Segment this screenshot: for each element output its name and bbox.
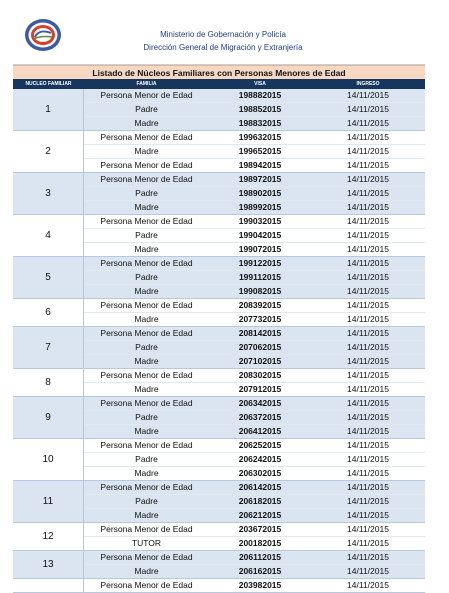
familia-cell: Persona Menor de Edad <box>100 398 193 408</box>
table-row <box>84 187 425 201</box>
ingreso-cell: 14/11/2015 <box>347 454 389 464</box>
visa-cell: 199652015 <box>238 146 282 156</box>
ingreso-cell: 14/11/2015 <box>347 580 389 590</box>
table-row <box>84 579 425 592</box>
table-row <box>84 103 425 117</box>
table-body <box>13 89 425 593</box>
nucleo-number: 12 <box>13 523 84 550</box>
ingreso-cell: 14/11/2015 <box>347 118 389 128</box>
visa-cell: 206162015 <box>238 566 282 576</box>
page-title: Listado de Núcleos Familiares con Personas Menores de Edad <box>13 65 425 80</box>
table-row <box>84 215 425 229</box>
table-row <box>84 145 425 159</box>
ingreso-cell: 14/11/2015 <box>347 300 389 310</box>
family-group <box>13 481 425 523</box>
visa-cell: 206212015 <box>238 510 282 520</box>
family-group <box>13 131 425 173</box>
ingreso-cell: 14/11/2015 <box>347 510 389 520</box>
table-row <box>84 509 425 522</box>
ingreso-cell: 14/11/2015 <box>347 496 389 506</box>
family-group <box>13 89 425 131</box>
ingreso-cell: 14/11/2015 <box>347 482 389 492</box>
nucleo-number: 11 <box>13 481 84 522</box>
ingreso-cell: 14/11/2015 <box>347 328 389 338</box>
ingreso-cell: 14/11/2015 <box>347 90 389 100</box>
family-group <box>13 439 425 481</box>
nucleo-number <box>13 579 84 592</box>
visa-cell: 198832015 <box>238 118 282 128</box>
table-row <box>84 523 425 537</box>
visa-cell: 198942015 <box>238 160 282 170</box>
familia-cell: Madre <box>134 356 159 366</box>
column-header-nucleo: NUCLEO FAMILIAR <box>25 81 72 87</box>
table-row <box>84 551 425 565</box>
table-row <box>84 481 425 495</box>
column-header-familia: FAMILIA <box>136 81 157 87</box>
ingreso-cell: 14/11/2015 <box>347 314 389 324</box>
familia-cell: Persona Menor de Edad <box>100 440 193 450</box>
family-group <box>13 327 425 369</box>
family-group <box>13 215 425 257</box>
table-row <box>84 397 425 411</box>
nucleo-number: 4 <box>13 215 84 256</box>
family-group <box>13 397 425 439</box>
familia-cell: Madre <box>134 286 159 296</box>
familia-cell: Padre <box>135 230 158 240</box>
table-row <box>84 229 425 243</box>
nucleo-number: 5 <box>13 257 84 298</box>
family-group <box>13 369 425 397</box>
table-row <box>84 467 425 480</box>
ingreso-cell: 14/11/2015 <box>347 370 389 380</box>
nucleo-number: 6 <box>13 299 84 326</box>
familia-cell: Madre <box>134 426 159 436</box>
table-row <box>84 411 425 425</box>
visa-cell: 198972015 <box>238 174 282 184</box>
familia-cell: Padre <box>135 454 158 464</box>
visa-cell: 199032015 <box>238 216 282 226</box>
ingreso-cell: 14/11/2015 <box>347 202 389 212</box>
ingreso-cell: 14/11/2015 <box>347 188 389 198</box>
familia-cell: Padre <box>135 272 158 282</box>
family-group <box>13 523 425 551</box>
visa-cell: 199122015 <box>238 258 282 268</box>
family-group <box>13 173 425 215</box>
directorate-name: Dirección General de Migración y Extranjería <box>143 43 303 52</box>
familia-cell: Persona Menor de Edad <box>100 174 193 184</box>
visa-cell: 207102015 <box>238 356 282 366</box>
table-header <box>13 79 425 89</box>
nucleo-number: 3 <box>13 173 84 214</box>
ingreso-cell: 14/11/2015 <box>347 356 389 366</box>
familia-cell: Persona Menor de Edad <box>100 160 193 170</box>
nucleo-number: 1 <box>13 89 84 130</box>
visa-cell: 206302015 <box>238 468 282 478</box>
table-row <box>84 327 425 341</box>
familia-cell: Persona Menor de Edad <box>100 580 193 590</box>
table-row <box>84 271 425 285</box>
table-row <box>84 383 425 396</box>
visa-cell: 198882015 <box>238 90 282 100</box>
nucleo-number: 7 <box>13 327 84 368</box>
ministry-name: Ministerio de Gobernación y Policía <box>160 30 286 39</box>
visa-cell: 198992015 <box>238 202 282 212</box>
familia-cell: Persona Menor de Edad <box>100 482 193 492</box>
family-group <box>13 257 425 299</box>
ingreso-cell: 14/11/2015 <box>347 244 389 254</box>
table-row <box>84 201 425 214</box>
table-row <box>84 89 425 103</box>
nucleo-number: 2 <box>13 131 84 172</box>
visa-cell: 199632015 <box>238 132 282 142</box>
table-row <box>84 257 425 271</box>
table-row <box>84 537 425 550</box>
familia-cell: Padre <box>135 104 158 114</box>
table-row <box>84 131 425 145</box>
familia-cell: Persona Menor de Edad <box>100 216 193 226</box>
familia-cell: Madre <box>134 510 159 520</box>
visa-cell: 206372015 <box>238 412 282 422</box>
familia-cell: TUTOR <box>131 538 162 548</box>
ingreso-cell: 14/11/2015 <box>347 146 389 156</box>
nucleo-number: 10 <box>13 439 84 480</box>
table-row <box>84 439 425 453</box>
visa-cell: 207912015 <box>238 384 282 394</box>
ingreso-cell: 14/11/2015 <box>347 174 389 184</box>
visa-cell: 199112015 <box>238 272 282 282</box>
familia-cell: Madre <box>134 244 159 254</box>
ingreso-cell: 14/11/2015 <box>347 230 389 240</box>
visa-cell: 206112015 <box>238 552 282 562</box>
visa-cell: 203982015 <box>238 580 282 590</box>
familia-cell: Padre <box>135 496 158 506</box>
familia-cell: Persona Menor de Edad <box>100 552 193 562</box>
familia-cell: Persona Menor de Edad <box>100 370 193 380</box>
visa-cell: 199072015 <box>238 244 282 254</box>
visa-cell: 208392015 <box>238 300 282 310</box>
table-row <box>84 313 425 326</box>
visa-cell: 208142015 <box>238 328 282 338</box>
ingreso-cell: 14/11/2015 <box>347 412 389 422</box>
familia-cell: Padre <box>135 188 158 198</box>
table-row <box>84 565 425 578</box>
visa-cell: 199042015 <box>238 230 282 240</box>
familia-cell: Madre <box>134 118 159 128</box>
familia-cell: Persona Menor de Edad <box>100 328 193 338</box>
table-row <box>84 369 425 383</box>
familia-cell: Persona Menor de Edad <box>100 300 193 310</box>
visa-cell: 206412015 <box>238 426 282 436</box>
visa-cell: 206182015 <box>238 496 282 506</box>
visa-cell: 200182015 <box>238 538 282 548</box>
familia-cell: Persona Menor de Edad <box>100 258 193 268</box>
familia-cell: Persona Menor de Edad <box>100 90 193 100</box>
visa-cell: 206252015 <box>238 440 282 450</box>
table-row <box>84 355 425 368</box>
nucleo-number: 8 <box>13 369 84 396</box>
visa-cell: 207732015 <box>238 314 282 324</box>
familia-cell: Madre <box>134 146 159 156</box>
table-row <box>84 299 425 313</box>
familia-cell: Madre <box>134 384 159 394</box>
document-sheet <box>13 8 425 590</box>
visa-cell: 198902015 <box>238 188 282 198</box>
ingreso-cell: 14/11/2015 <box>347 552 389 562</box>
column-header-ingreso: INGRESO <box>356 81 380 87</box>
familia-cell: Madre <box>134 566 159 576</box>
table-row <box>84 243 425 256</box>
nucleo-number: 9 <box>13 397 84 438</box>
table-row <box>84 425 425 438</box>
table-row <box>84 285 425 298</box>
family-group <box>13 579 425 593</box>
ingreso-cell: 14/11/2015 <box>347 132 389 142</box>
ingreso-cell: 14/11/2015 <box>347 384 389 394</box>
ingreso-cell: 14/11/2015 <box>347 524 389 534</box>
table-row <box>84 341 425 355</box>
table-row <box>84 173 425 187</box>
ingreso-cell: 14/11/2015 <box>347 538 389 548</box>
ingreso-cell: 14/11/2015 <box>347 566 389 576</box>
familia-cell: Madre <box>134 314 159 324</box>
visa-cell: 199082015 <box>238 286 282 296</box>
visa-cell: 206242015 <box>238 454 282 464</box>
ingreso-cell: 14/11/2015 <box>347 342 389 352</box>
familia-cell: Padre <box>135 412 158 422</box>
ingreso-cell: 14/11/2015 <box>347 426 389 436</box>
family-group <box>13 299 425 327</box>
familia-cell: Padre <box>135 342 158 352</box>
visa-cell: 208302015 <box>238 370 282 380</box>
familia-cell: Persona Menor de Edad <box>100 524 193 534</box>
familia-cell: Madre <box>134 468 159 478</box>
column-header-visa: VISA <box>254 81 266 87</box>
table-row <box>84 453 425 467</box>
ingreso-cell: 14/11/2015 <box>347 468 389 478</box>
ingreso-cell: 14/11/2015 <box>347 160 389 170</box>
ingreso-cell: 14/11/2015 <box>347 272 389 282</box>
ingreso-cell: 14/11/2015 <box>347 440 389 450</box>
table-row <box>84 117 425 130</box>
visa-cell: 198852015 <box>238 104 282 114</box>
ingreso-cell: 14/11/2015 <box>347 216 389 226</box>
visa-cell: 206342015 <box>238 398 282 408</box>
nucleo-number: 13 <box>13 551 84 578</box>
visa-cell: 203672015 <box>238 524 282 534</box>
familia-cell: Madre <box>134 202 159 212</box>
visa-cell: 207062015 <box>238 342 282 352</box>
familia-cell: Persona Menor de Edad <box>100 132 193 142</box>
government-seal-icon <box>23 15 63 55</box>
table-row <box>84 495 425 509</box>
ingreso-cell: 14/11/2015 <box>347 104 389 114</box>
ingreso-cell: 14/11/2015 <box>347 286 389 296</box>
ingreso-cell: 14/11/2015 <box>347 258 389 268</box>
ingreso-cell: 14/11/2015 <box>347 398 389 408</box>
family-group <box>13 551 425 579</box>
table-row <box>84 159 425 172</box>
visa-cell: 206142015 <box>238 482 282 492</box>
document-header <box>13 8 425 65</box>
